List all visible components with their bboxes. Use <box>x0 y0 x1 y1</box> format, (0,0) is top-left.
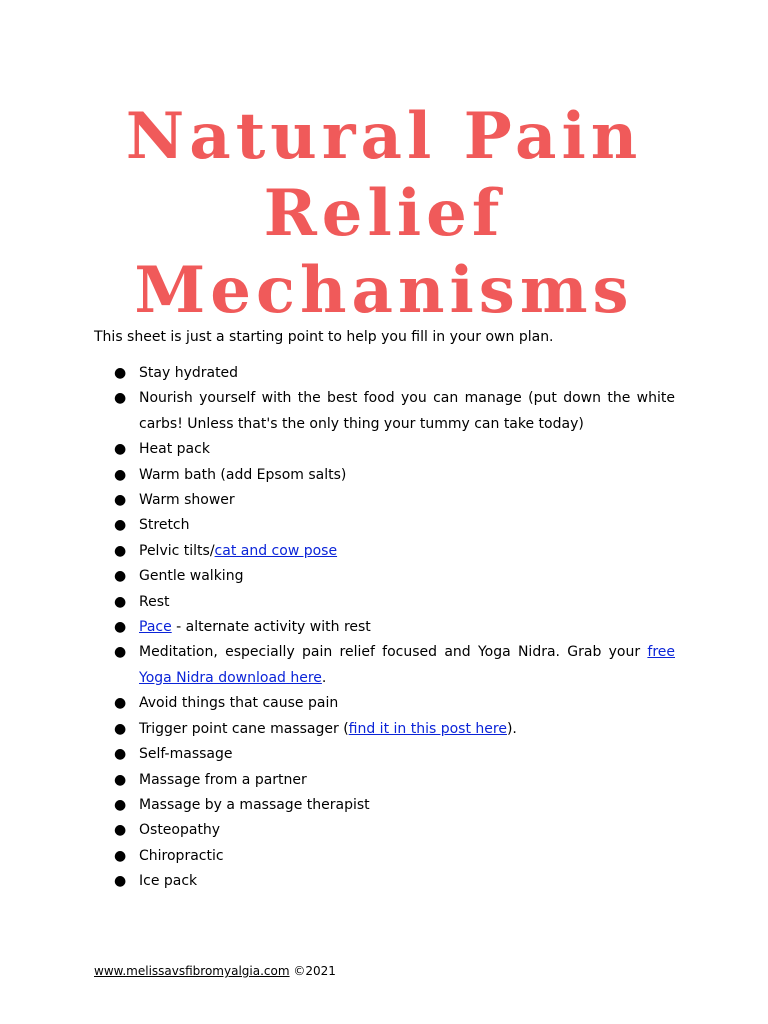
footer <box>94 962 336 980</box>
item-text: Ice pack <box>139 873 198 890</box>
bullet-icon: ● <box>114 466 127 483</box>
list-item-hydrated <box>94 361 675 386</box>
bullet-icon: ● <box>114 619 127 636</box>
list-item-gentle-walking <box>94 564 675 589</box>
list-item-chiropractic <box>94 844 675 869</box>
item-text: Gentle walking <box>139 568 244 585</box>
list-item-nourish <box>94 386 675 437</box>
list-item-partner-massage <box>94 768 675 793</box>
item-text: . <box>321 669 327 686</box>
item-text: Stretch <box>139 517 190 534</box>
trigger-point-post-link[interactable]: find it in this post here <box>348 720 507 737</box>
item-text: - alternate activity with rest <box>171 619 371 636</box>
item-text: Self-massage <box>139 746 233 763</box>
pace-link[interactable]: Pace <box>139 619 172 636</box>
bullet-icon: ● <box>114 720 127 737</box>
item-text: Rest <box>139 593 170 610</box>
list-item-pelvic-tilts <box>94 539 675 564</box>
bullet-icon: ● <box>114 771 127 788</box>
page-title <box>0 98 768 329</box>
item-text: Trigger point cane massager ( <box>139 720 349 737</box>
item-text: Massage by a massage therapist <box>139 796 370 813</box>
item-text: Warm shower <box>139 492 235 509</box>
list-item-heat-pack <box>94 437 675 462</box>
list-item-warm-shower <box>94 488 675 513</box>
list-item-pace <box>94 615 675 640</box>
list-item-meditation <box>94 640 675 691</box>
list-item-osteopathy <box>94 818 675 843</box>
item-text: Massage from a partner <box>139 771 307 788</box>
bullet-icon: ● <box>114 695 127 712</box>
title-line-3: Mechanisms <box>134 253 634 328</box>
bullet-icon: ● <box>114 822 127 839</box>
item-text: ). <box>506 720 517 737</box>
item-text: Nourish yourself with the best food you can manage (put down the white carbs! Unless that's the only thing your tummy can take today) <box>139 390 675 432</box>
website-link[interactable]: www.melissavsfibromyalgia.com <box>94 964 290 978</box>
item-text: Chiropractic <box>139 847 224 864</box>
item-text: Warm bath (add Epsom salts) <box>139 466 347 483</box>
list-item-warm-bath <box>94 463 675 488</box>
list-item-avoid <box>94 691 675 716</box>
bullet-icon: ● <box>114 542 127 559</box>
bullet-icon: ● <box>114 390 127 407</box>
cat-cow-pose-link[interactable]: cat and cow pose <box>214 542 338 559</box>
bullet-icon: ● <box>114 568 127 585</box>
copyright-text: ©2021 <box>289 964 336 978</box>
list-item-therapist-massage <box>94 793 675 818</box>
bullet-icon: ● <box>114 593 127 610</box>
item-text: Avoid things that cause pain <box>139 695 339 712</box>
item-text: Osteopathy <box>139 822 221 839</box>
item-text: Meditation, especially pain relief focused and Yoga Nidra. Grab your <box>139 644 648 661</box>
title-line-1: Natural Pain <box>125 99 643 174</box>
list-item-stretch <box>94 513 675 538</box>
bullet-icon: ● <box>114 746 127 763</box>
bullet-icon: ● <box>114 441 127 458</box>
list-item-rest <box>94 590 675 615</box>
yoga-nidra-download-link[interactable]: free Yoga Nidra download here <box>139 644 675 686</box>
item-text: Heat pack <box>139 441 210 458</box>
bullet-icon: ● <box>114 492 127 509</box>
list-item-trigger-point <box>94 717 675 742</box>
bullet-icon: ● <box>114 847 127 864</box>
bullet-icon: ● <box>114 796 127 813</box>
list-item-self-massage <box>94 742 675 767</box>
bullet-icon: ● <box>114 365 127 381</box>
bullet-icon: ● <box>114 873 127 890</box>
title-line-2: Relief <box>263 176 505 251</box>
bullet-icon: ● <box>114 644 127 661</box>
item-text: Pelvic tilts/ <box>139 542 215 559</box>
bullet-icon: ● <box>114 517 127 534</box>
list-item-ice-pack <box>94 869 675 894</box>
relief-list <box>94 361 675 895</box>
item-text: Stay hydrated <box>139 365 239 381</box>
intro-text: This sheet is just a starting point to help you fill in your own plan. <box>94 329 554 345</box>
